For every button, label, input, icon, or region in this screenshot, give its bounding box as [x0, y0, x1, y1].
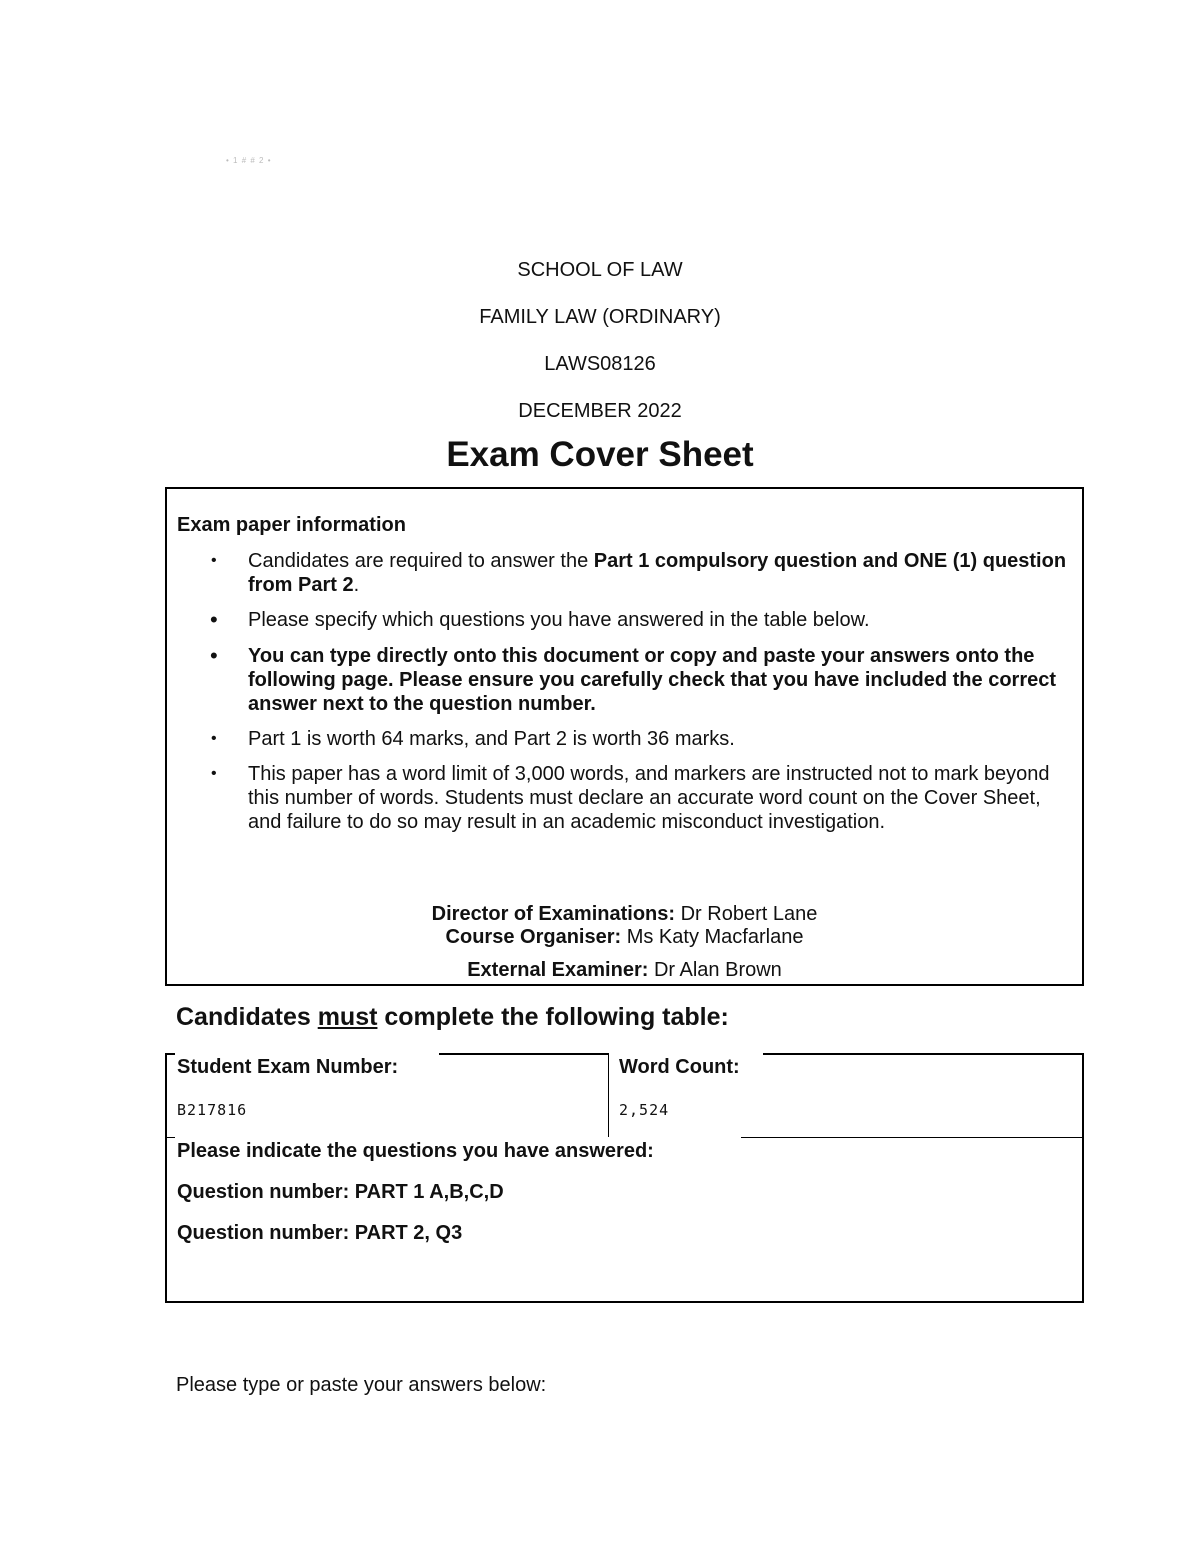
info-item-text: Candidates are required to answer the — [248, 550, 594, 572]
word-count-value[interactable]: 2,524 — [619, 1101, 670, 1119]
bullet-icon: • — [211, 765, 217, 782]
page-mark: • 1 # # 2 • — [226, 156, 272, 165]
bullet-icon: • — [211, 730, 217, 747]
question-number-1[interactable]: Question number: PART 1 A,B,C,D — [177, 1181, 504, 1203]
table-instruction — [176, 1002, 729, 1032]
info-item-text: . — [353, 574, 360, 596]
exam-number-value[interactable]: B217816 — [177, 1101, 248, 1119]
info-item — [167, 644, 1080, 716]
director-name: Dr Robert Lane — [675, 903, 818, 925]
table-row-tick — [167, 1137, 175, 1138]
info-item — [167, 727, 1080, 751]
word-count-label: Word Count: — [619, 1056, 740, 1078]
exam-info-box — [165, 487, 1084, 986]
instruction-text: Candidates — [176, 1003, 318, 1031]
organiser-line — [167, 925, 1082, 949]
director-label: Director of Examinations: — [431, 903, 676, 925]
bullet-icon: • — [210, 643, 218, 668]
info-item-text: Please specify which questions you have answered in the table below. — [248, 609, 870, 631]
exam-number-label: Student Exam Number: — [177, 1056, 399, 1078]
info-item-text: This paper has a word limit of 3,000 words, and markers are instructed not to mark beyond this number of words. Students must declare an accurate word count on the Cover Sheet, and failure to do so may result in an academic misconduct investigation. — [248, 763, 1050, 833]
school-name: SCHOOL OF LAW — [517, 259, 683, 281]
external-examiner-name: Dr Alan Brown — [648, 959, 782, 981]
instruction-emphasis: must — [317, 1003, 378, 1031]
table-top-rule — [439, 1053, 609, 1055]
table-column-divider — [608, 1053, 609, 1137]
info-item — [167, 762, 1080, 834]
answers-prompt: Please type or paste your answers below: — [176, 1374, 547, 1396]
info-item — [167, 549, 1080, 597]
info-heading: Exam paper information — [177, 514, 406, 536]
table-top-rule — [763, 1053, 1084, 1055]
answer-table — [165, 1053, 1084, 1303]
exam-date: DECEMBER 2022 — [518, 400, 682, 422]
info-item-text: Part 1 is worth 64 marks, and Part 2 is worth 36 marks. — [248, 728, 735, 750]
info-item — [167, 608, 1080, 632]
bullet-icon: • — [211, 552, 217, 569]
instruction-text: complete the following table: — [377, 1003, 729, 1031]
bullet-icon: • — [210, 607, 218, 632]
external-examiner-label: External Examiner: — [467, 959, 649, 981]
course-title: FAMILY LAW (ORDINARY) — [479, 306, 721, 328]
question-number-2[interactable]: Question number: PART 2, Q3 — [177, 1222, 463, 1244]
table-row-rule — [741, 1137, 1082, 1138]
course-code: LAWS08126 — [544, 353, 656, 375]
organiser-label: Course Organiser: — [445, 926, 622, 948]
questions-answered-label: Please indicate the questions you have answered: — [177, 1140, 654, 1162]
page-title: Exam Cover Sheet — [446, 435, 754, 474]
organiser-name: Ms Katy Macfarlane — [621, 926, 804, 948]
table-top-rule — [165, 1053, 175, 1055]
director-line — [167, 902, 1082, 926]
external-examiner-line — [167, 958, 1082, 982]
info-item-emphasis: You can type directly onto this document or copy and paste your answers onto the following page. Please ensure you carefully check that you have included the correct answer next to the question number. — [248, 645, 1057, 715]
info-item-emphasis: Part 1 compulsory question and ONE (1) question from Part 2 — [248, 550, 1067, 596]
info-bullet-list — [167, 549, 1080, 834]
